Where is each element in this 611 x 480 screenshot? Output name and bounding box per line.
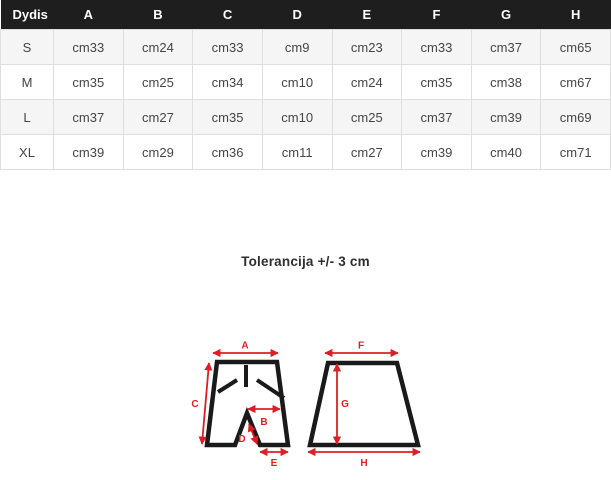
table-cell: cm67: [541, 65, 611, 100]
shorts-measurement-drawing: [185, 335, 445, 475]
table-cell: cm65: [541, 30, 611, 65]
table-cell: cm35: [54, 65, 124, 100]
table-cell: cm24: [332, 65, 402, 100]
table-cell: cm37: [471, 30, 541, 65]
table-cell: cm27: [332, 135, 402, 170]
dimension-label-b: B: [259, 417, 268, 428]
size-cell: L: [1, 100, 54, 135]
column-header-b: B: [123, 0, 193, 30]
tolerance-note: Tolerancija +/- 3 cm: [241, 254, 370, 269]
column-header-e: E: [332, 0, 402, 30]
dimension-label-d: D: [237, 434, 246, 445]
dimension-label-f: F: [357, 340, 364, 352]
table-cell: cm39: [402, 135, 472, 170]
table-cell: cm39: [471, 100, 541, 135]
table-row-m: [1, 65, 611, 100]
table-cell: cm34: [193, 65, 263, 100]
table-cell: cm35: [193, 100, 263, 135]
table-cell: cm71: [541, 135, 611, 170]
column-header-size: Dydis: [1, 0, 54, 30]
table-cell: cm35: [402, 65, 472, 100]
size-cell: M: [1, 65, 54, 100]
shorts-leg-panel-outline: [310, 363, 418, 445]
table-cell: cm69: [541, 100, 611, 135]
table-cell: cm37: [402, 100, 472, 135]
table-cell: cm39: [54, 135, 124, 170]
size-table: [0, 0, 611, 170]
table-cell: cm10: [262, 65, 332, 100]
column-header-h: H: [541, 0, 611, 30]
size-cell: XL: [1, 135, 54, 170]
table-header-row: [1, 0, 611, 30]
table-cell: cm40: [471, 135, 541, 170]
column-header-a: A: [54, 0, 124, 30]
table-cell: cm33: [402, 30, 472, 65]
dimension-label-e: E: [270, 458, 277, 469]
table-row-s: [1, 30, 611, 65]
table-cell: cm36: [193, 135, 263, 170]
measurement-diagram: [0, 335, 611, 480]
table-cell: cm9: [262, 30, 332, 65]
column-header-g: G: [471, 0, 541, 30]
column-header-d: D: [262, 0, 332, 30]
column-header-f: F: [402, 0, 472, 30]
size-cell: S: [1, 30, 54, 65]
table-cell: cm27: [123, 100, 193, 135]
table-cell: cm23: [332, 30, 402, 65]
table-cell: cm10: [262, 100, 332, 135]
table-cell: cm29: [123, 135, 193, 170]
table-row-l: [1, 100, 611, 135]
table-cell: cm37: [54, 100, 124, 135]
dimension-label-h: H: [359, 458, 368, 469]
table-cell: cm24: [123, 30, 193, 65]
dimension-label-g: G: [340, 399, 349, 410]
table-cell: cm11: [262, 135, 332, 170]
column-header-c: C: [193, 0, 263, 30]
table-cell: cm25: [332, 100, 402, 135]
table-cell: cm33: [193, 30, 263, 65]
table-cell: cm33: [54, 30, 124, 65]
table-cell: cm25: [123, 65, 193, 100]
dimension-label-c: C: [190, 399, 199, 410]
table-cell: cm38: [471, 65, 541, 100]
dimension-label-a: A: [240, 340, 249, 352]
table-row-xl: [1, 135, 611, 170]
shorts-left-pocket-line: [218, 380, 237, 392]
